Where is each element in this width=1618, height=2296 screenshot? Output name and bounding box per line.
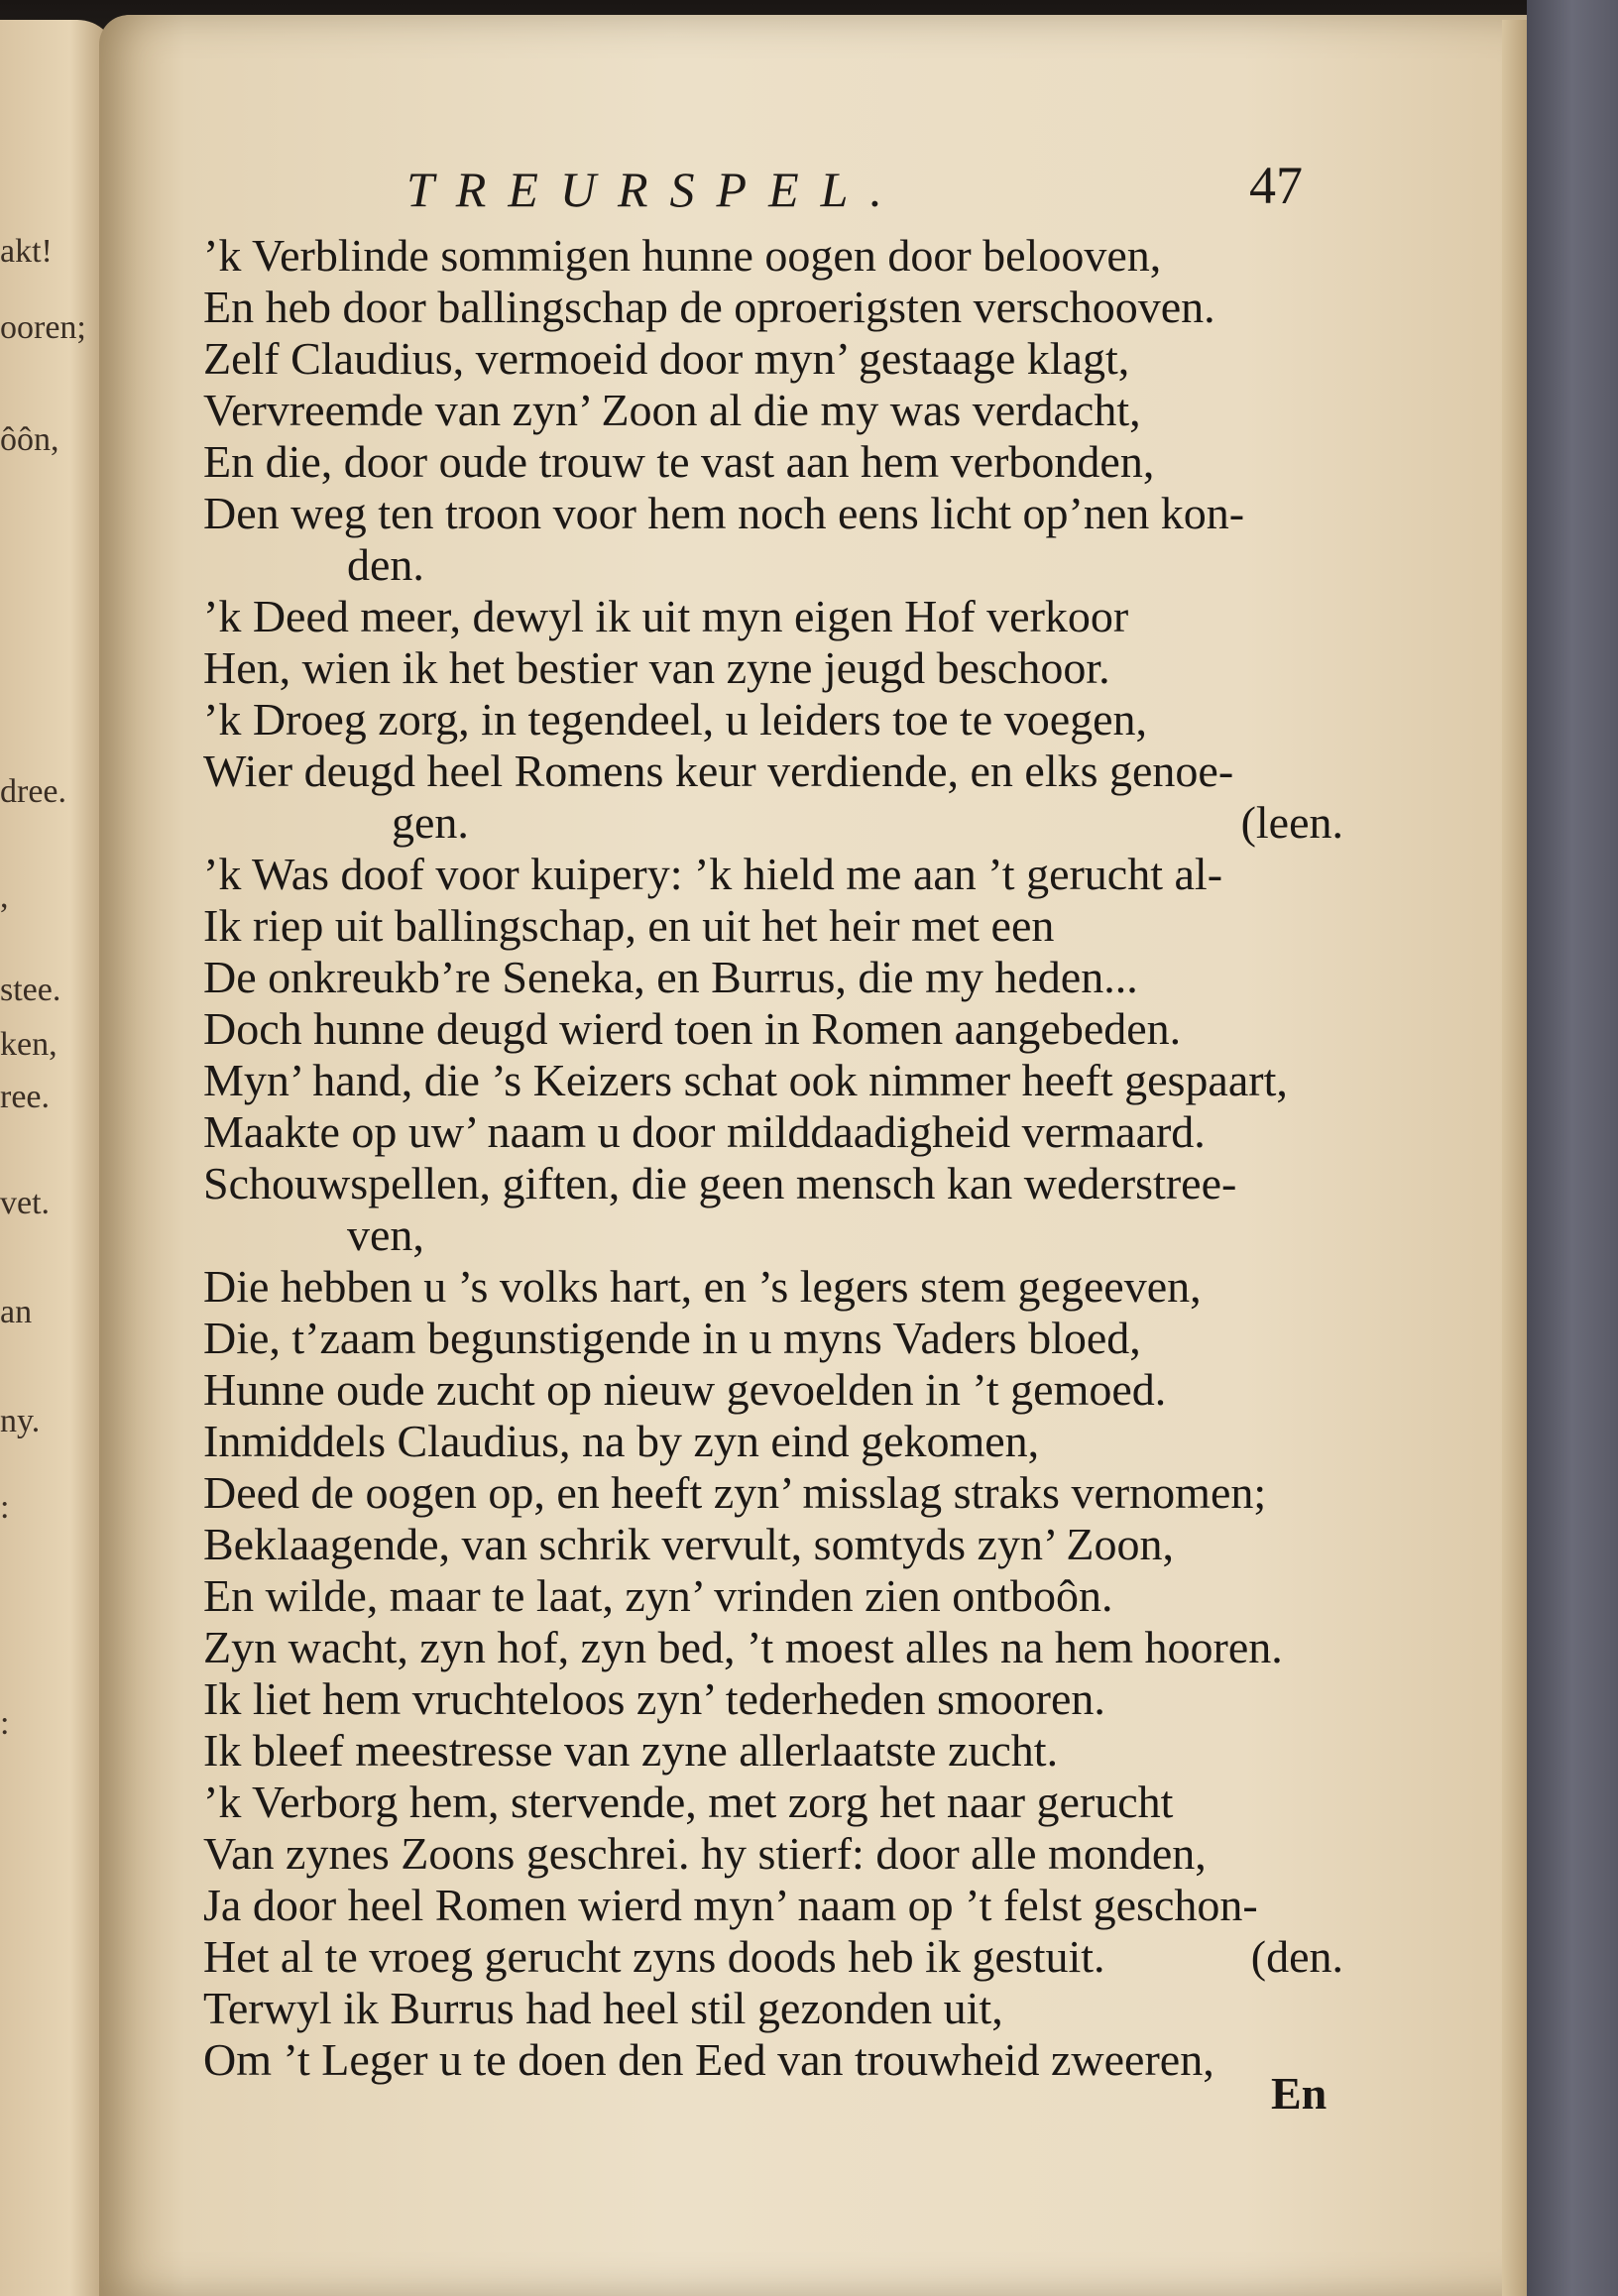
page-header (406, 156, 1319, 230)
verse-text: Deed de oogen op, en heeft zyn’ misslag straks vernomen; (203, 1467, 1267, 1518)
verse-text: Myn’ hand, die ’s Keizers schat ook nimmer heeft gespaart, (203, 1055, 1288, 1105)
verse-text: Die hebben u ’s volks hart, en ’s legers stem gegeeven, (203, 1261, 1202, 1312)
verse-text: Beklaagende, van schrik vervult, somtyds zyn’ Zoon, (203, 1519, 1174, 1569)
verse-text-block (203, 230, 1343, 2086)
left-page-fragment: : (0, 1705, 10, 1742)
verse-text: Ja door heel Romen wierd myn’ naam op ’t felst geschon- (203, 1880, 1258, 1930)
left-page-fragment: akt! (0, 233, 53, 270)
verse-text: De onkreukb’re Seneka, en Burrus, die my heden... (203, 952, 1138, 1002)
verse-line (203, 900, 1343, 952)
left-page-fragment: ooren; (0, 309, 86, 346)
verse-line (203, 1777, 1343, 1828)
left-page-fragment: : (0, 1489, 10, 1526)
verse-text: Doch hunne deugd wierd toen in Romen aangebeden. (203, 1003, 1182, 1054)
verse-line (203, 1313, 1343, 1364)
verse-line (203, 849, 1343, 900)
verse-line (203, 1880, 1343, 1931)
left-page-fragment: dree. (0, 773, 67, 810)
verse-line (203, 1261, 1343, 1313)
verse-line (203, 488, 1343, 539)
verse-text: Om ’t Leger u te doen den Eed van trouwheid zweeren, (203, 2034, 1214, 2085)
verse-text: Schouwspellen, giften, die geen mensch kan wederstree- (203, 1158, 1237, 1208)
verse-line (203, 1467, 1343, 1519)
verse-text: Wier deugd heel Romens keur verdiende, en elks genoe- (203, 746, 1234, 796)
verse-text: Zyn wacht, zyn hof, zyn bed, ’t moest alles na hem hooren. (203, 1622, 1283, 1672)
verse-text: Die, t’zaam begunstigende in u myns Vaders bloed, (203, 1313, 1141, 1363)
left-page-fragment: vet. (0, 1185, 51, 1221)
left-page-fragment: an (0, 1294, 33, 1330)
verse-text: Ik liet hem vruchteloos zyn’ tederheden smooren. (203, 1673, 1105, 1724)
left-page-fragment: , (0, 878, 9, 915)
verse-line (203, 1725, 1343, 1777)
verse-text: Ik riep uit ballingschap, en uit het heir met een (203, 900, 1055, 951)
verse-turnover: (leen. (1240, 797, 1343, 848)
verse-line (203, 2034, 1343, 2086)
verse-text: Terwyl ik Burrus had heel stil gezonden uit, (203, 1983, 1003, 2033)
verse-text: Inmiddels Claudius, na by zyn eind gekomen, (203, 1416, 1040, 1466)
verse-text: En wilde, maar te laat, zyn’ vrinden zien ontboôn. (203, 1570, 1113, 1621)
verse-line (203, 1983, 1343, 2034)
verse-text: Den weg ten troon voor hem noch eens licht op’nen kon- (203, 488, 1245, 538)
left-page-fragment: ree. (0, 1079, 51, 1115)
verse-text: En die, door oude trouw te vast aan hem verbonden, (203, 436, 1155, 487)
verse-text: gen. (392, 797, 469, 848)
verse-line (203, 1931, 1343, 1983)
verse-text: Ik bleef meestresse van zyne allerlaatste zucht. (203, 1725, 1059, 1776)
verse-text: Maakte op uw’ naam u door milddaadigheid vermaard. (203, 1106, 1206, 1157)
verse-text: ’k Droeg zorg, in tegendeel, u leiders toe te voegen, (203, 694, 1148, 745)
verse-text: Hen, wien ik het bestier van zyne jeugd beschoor. (203, 642, 1110, 693)
verse-line (203, 1622, 1343, 1673)
verse-line (203, 1055, 1343, 1106)
verse-text: Vervreemde van zyn’ Zoon al die my was verdacht, (203, 385, 1141, 435)
verse-line (203, 1828, 1343, 1880)
verse-line (203, 539, 1343, 591)
verse-turnover: (den. (1250, 1931, 1343, 1982)
catchword: En (1271, 2068, 1328, 2119)
verse-line (203, 385, 1343, 436)
verse-text: ’k Deed meer, dewyl ik uit myn eigen Hof verkoor (203, 591, 1129, 641)
verse-line (203, 1209, 1343, 1261)
verse-text: En heb door ballingschap de oproerigsten verschooven. (203, 282, 1215, 332)
verse-line (203, 1003, 1343, 1055)
left-page-fragment: ny. (0, 1403, 41, 1439)
left-page-fragment: ken, (0, 1026, 58, 1063)
verse-line (203, 952, 1343, 1003)
verse-text: Het al te vroeg gerucht zyns doods heb ik gestuit. (203, 1931, 1105, 1982)
verse-text: Zelf Claudius, vermoeid door myn’ gestaage klagt, (203, 333, 1130, 384)
verse-line (203, 746, 1343, 797)
verse-line (203, 230, 1343, 282)
verse-line (203, 1106, 1343, 1158)
verse-line (203, 1570, 1343, 1622)
verse-line (203, 1364, 1343, 1416)
verse-text: den. (347, 539, 424, 590)
verse-line (203, 436, 1343, 488)
left-page-fragment: ôôn, (0, 421, 59, 458)
running-title: TREURSPEL. (406, 162, 904, 217)
verse-line (203, 1673, 1343, 1725)
verse-line (203, 1519, 1343, 1570)
verse-text: Hunne oude zucht op nieuw gevoelden in ’t gemoed. (203, 1364, 1167, 1415)
verse-line (203, 797, 1343, 849)
verse-text: ven, (347, 1209, 424, 1260)
left-page-fragment: stee. (0, 972, 61, 1008)
verse-text: ’k Verborg hem, stervende, met zorg het naar gerucht (203, 1777, 1174, 1827)
verse-text: ’k Verblinde sommigen hunne oogen door belooven, (203, 230, 1162, 281)
background-right (1527, 0, 1618, 2296)
page-edge (1502, 20, 1527, 2296)
verse-line (203, 333, 1343, 385)
verse-text: ’k Was doof voor kuipery: ’k hield me aan ’t gerucht al- (203, 849, 1223, 899)
verse-line (203, 591, 1343, 642)
verse-line (203, 642, 1343, 694)
page-number: 47 (1249, 156, 1303, 215)
verse-line (203, 694, 1343, 746)
verse-line (203, 1158, 1343, 1209)
verse-line (203, 1416, 1343, 1467)
verse-text: Van zynes Zoons geschrei. hy stierf: door alle monden, (203, 1828, 1207, 1879)
verse-line (203, 282, 1343, 333)
